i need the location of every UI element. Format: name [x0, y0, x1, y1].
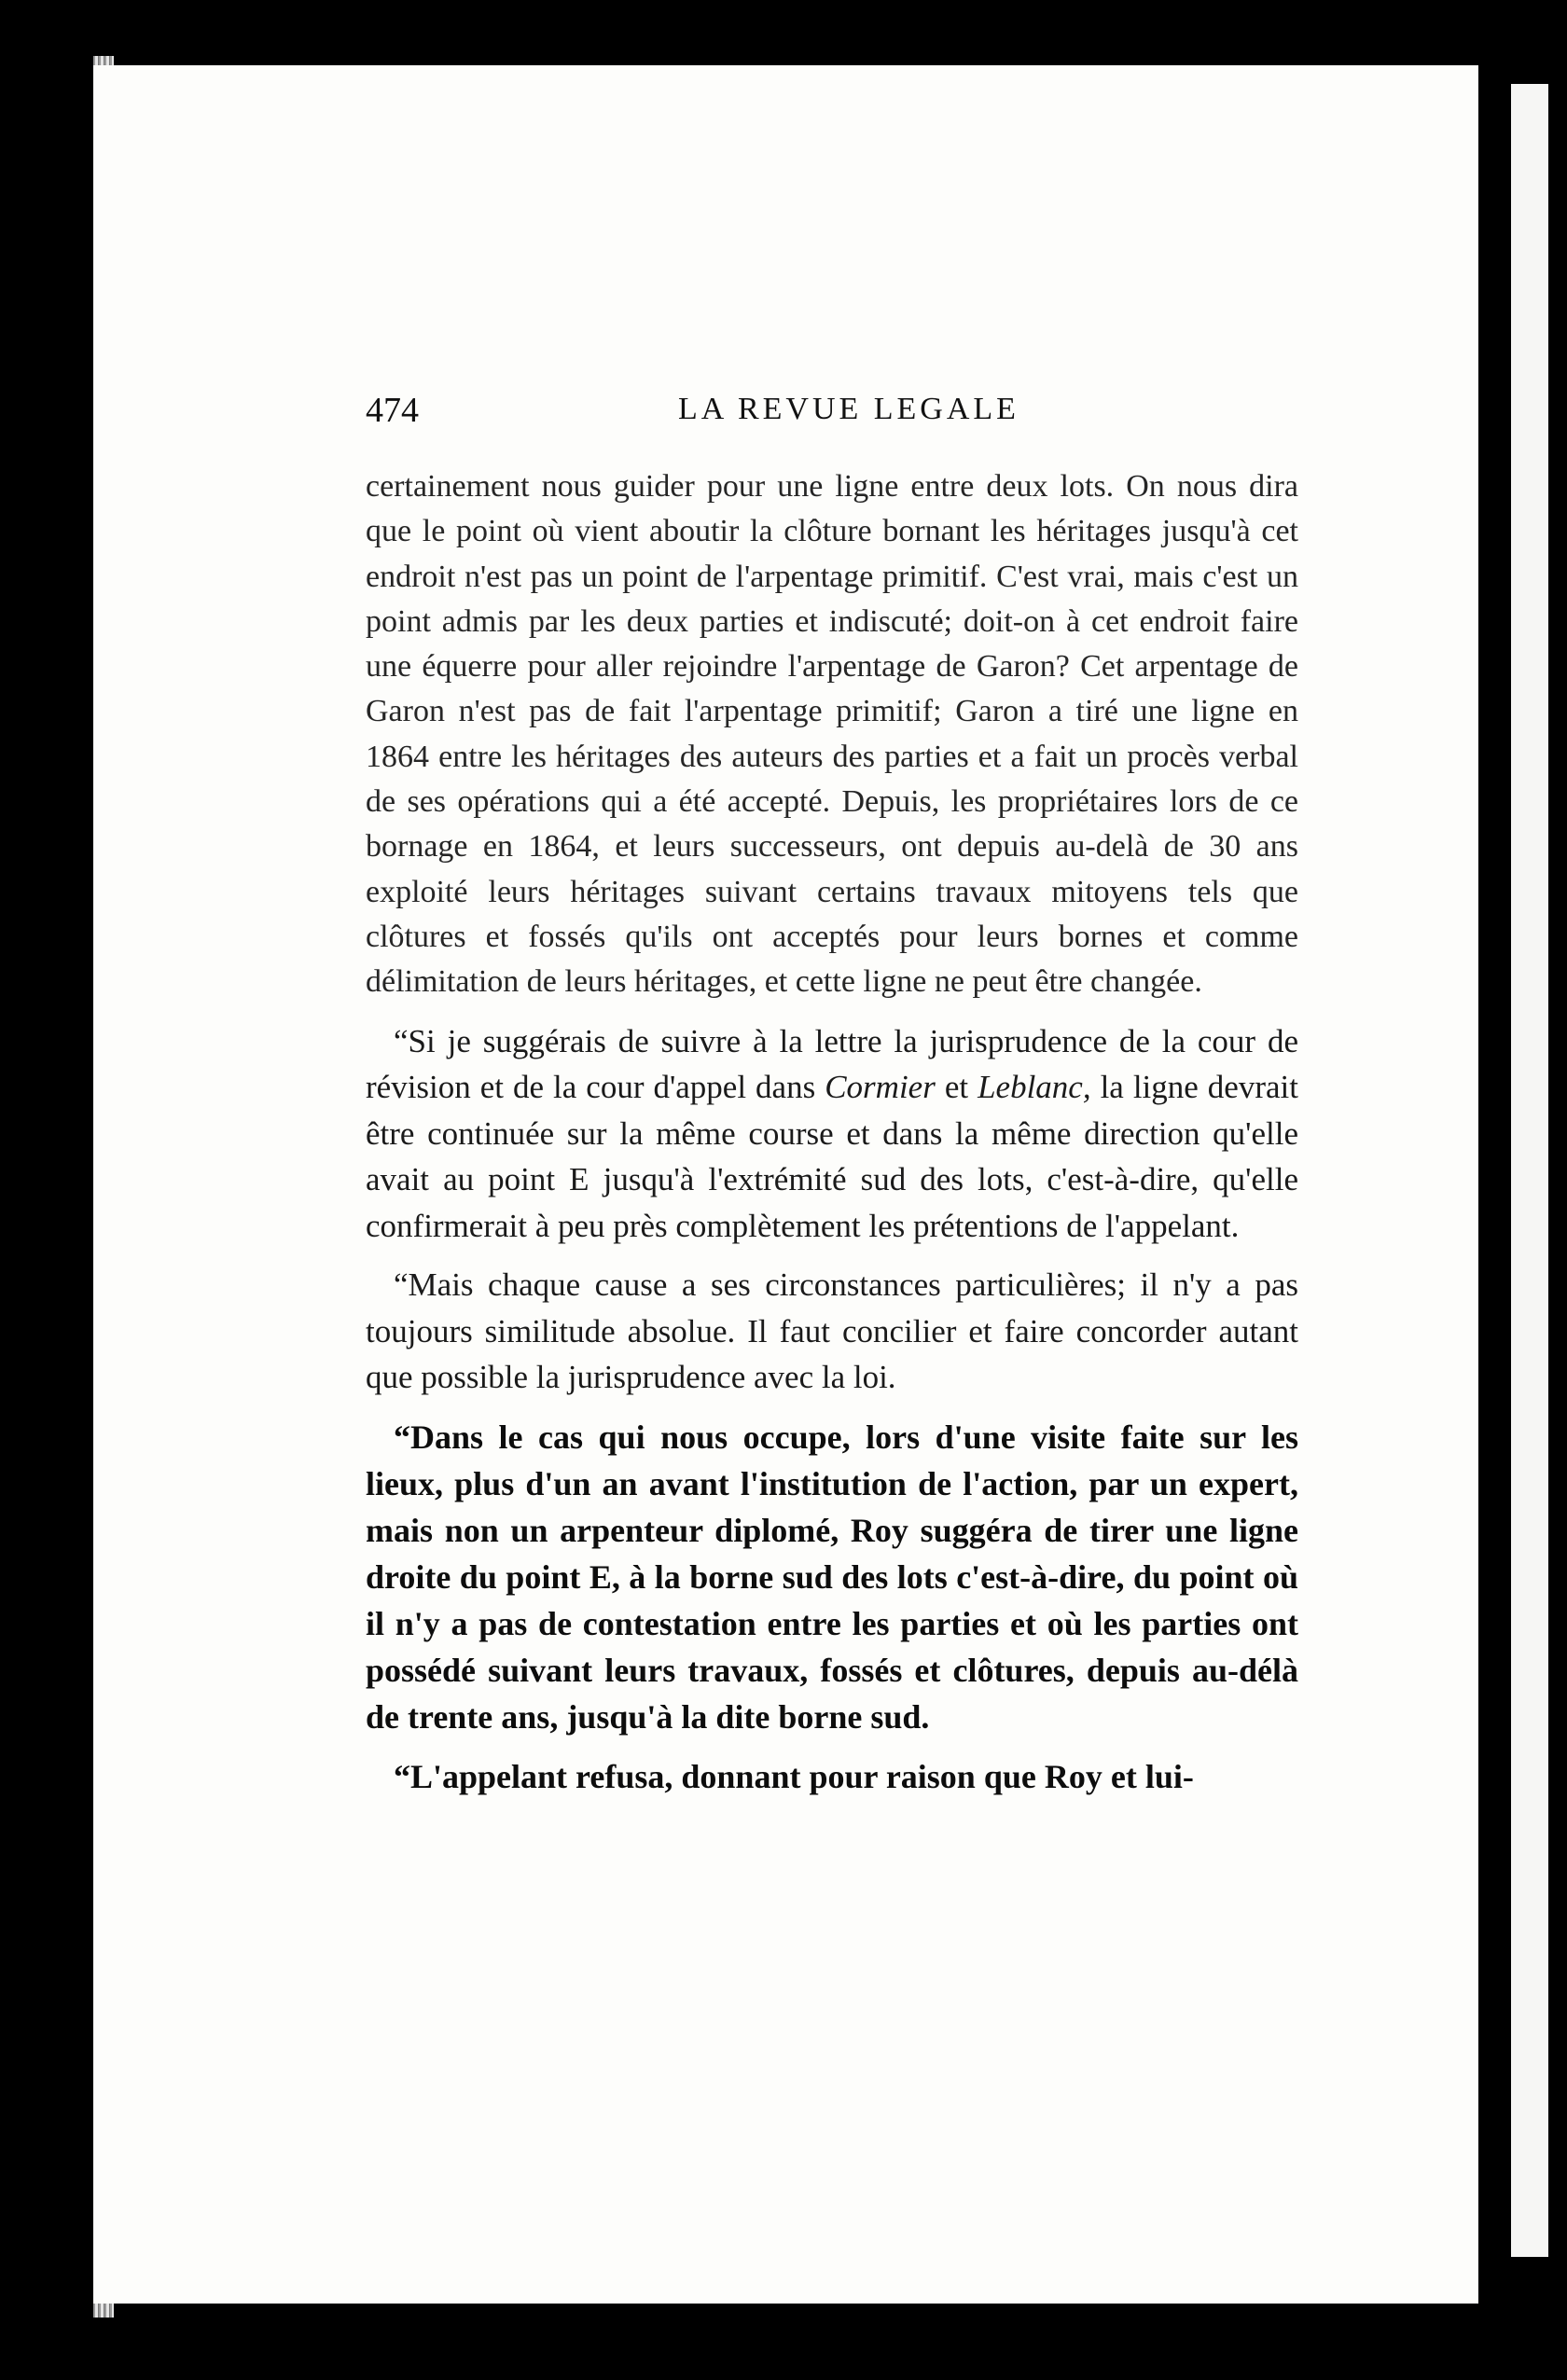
paragraph-1: certainement nous guider pour une ligne entre deux lots. On nous dira que le point où vient aboutir la clôture bornant les héritages jusqu'à cet endroit n'est pas un point de l'arpentage primitif. C'est vrai, mais c'est un point admis par les deux parties et indiscuté; doit-on à cet endroit faire une équerre pour aller rejoindre l'arpentage de Garon? Cet arpentage de Garon n'est pas de fait l'arpentage primitif; Garon a tiré une ligne en 1864 entre les héritages des auteurs des parties et a fait un procès verbal de ses opérations qui a été accepté. Depuis, les propriétaires lors de ce bornage en 1864, et leurs successeurs, ont depuis au-delà de 30 ans exploité leurs héritages suivant certains travaux mitoyens tels que clôtures et fossés qu'ils ont acceptés pour leurs bornes et comme délimitation de leurs héritages, et cette ligne ne peut être changée.: [366, 469, 1298, 1000]
page-header: [366, 390, 1298, 436]
page-number: 474: [366, 391, 419, 430]
paragraph-5: “L'appelant refusa, donnant pour raison que Roy et lui-: [394, 1757, 1194, 1795]
paragraph-2: [366, 1018, 1298, 1250]
paragraph-3: “Mais chaque cause a ses circonstances particulières; il n'y a pas toujours similitude absolue. Il faut concilier et faire concorder autant que possible la jurisprudence avec la loi.: [366, 1266, 1298, 1396]
next-page-sliver: [1511, 84, 1548, 2257]
case-name-cormier: Cormier: [825, 1069, 936, 1106]
running-title: LA REVUE LEGALE: [678, 392, 1019, 426]
gutter-shadow: [1481, 0, 1511, 2380]
paragraph-2-text-b: et: [935, 1069, 978, 1106]
paragraph-2-text-a: “Si je suggérais de suivre à la lettre la jurisprudence de la cour de révision et de la cour d'appel dans: [366, 1022, 1298, 1106]
page-body: [366, 464, 1298, 1800]
case-name-leblanc: Leblanc,: [978, 1069, 1091, 1106]
paragraph-2-text-c: la ligne devrait être continuée sur la même course et dans la même direction qu'elle avait au point E jusqu'à l'extrémité sud des lots, c'est-à-dire, qu'elle confirmerait à peu près complètement les prétentions de l'appelant.: [366, 1069, 1298, 1244]
paragraph-4: “Dans le cas qui nous occupe, lors d'une visite faite sur les lieux, plus d'un an avant l'institution de l'action, par un expert, mais non un arpenteur diplomé, Roy suggéra de tirer une ligne droite du point E, à la borne sud des lots c'est-à-dire, du point où il n'y a pas de contestation entre les parties et où les parties ont possédé suivant leurs travaux, fossés et clôtures, depuis au-délà de trente ans, jusqu'à la dite borne sud.: [366, 1418, 1298, 1736]
